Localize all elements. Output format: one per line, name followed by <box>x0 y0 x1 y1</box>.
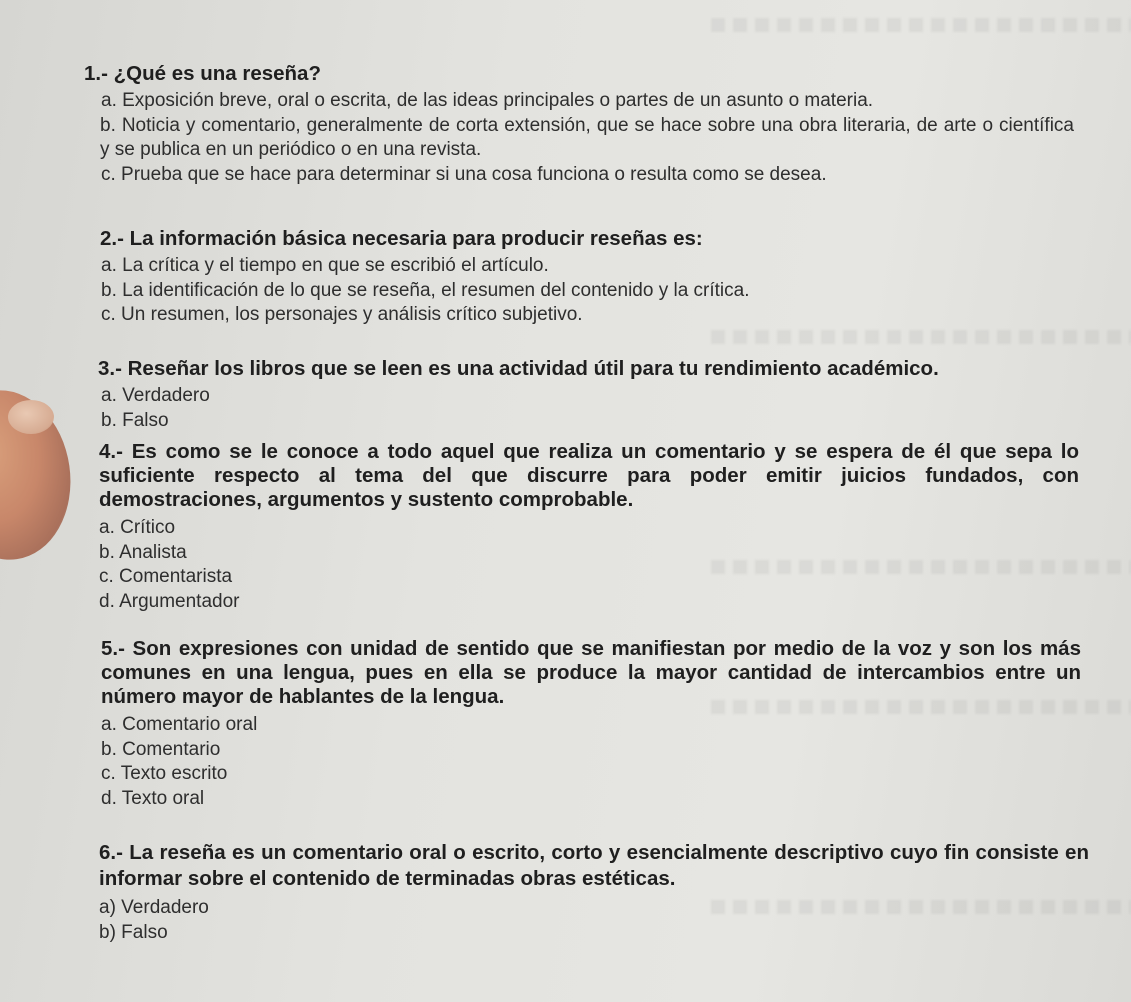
question-3-option-a[interactable]: a. Verdadero <box>101 385 210 406</box>
question-6-option-a[interactable]: a) Verdadero <box>99 897 209 918</box>
question-5-title: 5.- Son expresiones con unidad de sentido que se manifiestan por medio de la voz y son los más comunes en una lengua, pues en ella se produce la mayor cantidad de intercambios entre un número mayor de hablantes de la lengua. <box>101 637 1081 708</box>
question-2-title: 2.- La información básica necesaria para producir reseñas es: <box>100 227 703 250</box>
question-4-option-a[interactable]: a. Crítico <box>99 517 176 538</box>
question-4-option-d[interactable]: d. Argumentador <box>99 590 240 612</box>
question-4-option-c[interactable]: c. Comentarista <box>99 566 233 587</box>
question-5 <box>101 637 1081 811</box>
question-1-option-c[interactable]: c. Prueba que se hace para determinar si una cosa funciona o resulta como se desea. <box>101 163 827 185</box>
question-2-option-c[interactable]: c. Un resumen, los personajes y análisis crítico subjetivo. <box>101 304 583 325</box>
question-5-option-a[interactable]: a. Comentario oral <box>101 714 258 735</box>
question-5-option-c[interactable]: c. Texto escrito <box>101 763 228 784</box>
question-6-option-b[interactable]: b) Falso <box>99 921 168 943</box>
question-3-title: 3.- Reseñar los libros que se leen es una actividad útil para tu rendimiento académico. <box>98 357 939 380</box>
question-2-option-b[interactable]: b. La identificación de lo que se reseña, el resumen del contenido y la crítica. <box>101 279 750 301</box>
question-6-title: 6.- La reseña es un comentario oral o escrito, corto y esencialmente descriptivo cuyo fin consiste en informar sobre el contenido de terminadas obras estéticas. <box>99 841 1089 890</box>
question-4-option-b[interactable]: b. Analista <box>99 541 187 563</box>
question-1-option-b[interactable] <box>83 114 1094 163</box>
question-4-title: 4.- Es como se le conoce a todo aquel que realiza un comentario y se espera de él que sepa lo suficiente respecto al tema del que discurre para poder emitir juicios fundados, con demostraciones, argumentos y sustento comprobable. <box>99 440 1079 511</box>
question-5-option-b[interactable]: b. Comentario <box>101 738 221 760</box>
question-6 <box>99 840 1089 945</box>
question-2-option-a[interactable]: a. La crítica y el tiempo en que se escribió el artículo. <box>101 255 549 276</box>
show-through-text <box>711 18 1131 32</box>
question-1 <box>84 62 1094 187</box>
question-3 <box>84 357 1094 433</box>
question-1-option-b-text: b. Noticia y comentario, generalmente de corta extensión, que se hace sobre una obra literaria, de arte o científica y se publica en un periódico o en una revista. <box>100 114 1074 160</box>
show-through-text <box>711 330 1131 344</box>
question-1-title: 1.- ¿Qué es una reseña? <box>84 62 321 85</box>
question-3-option-b[interactable]: b. Falso <box>101 409 169 431</box>
question-5-option-d[interactable]: d. Texto oral <box>101 787 205 809</box>
question-2 <box>84 227 1094 328</box>
question-1-option-a[interactable]: a. Exposición breve, oral o escrita, de las ideas principales o partes de un asunto o materia. <box>101 90 874 111</box>
question-4 <box>99 440 1079 614</box>
fingernail <box>8 400 54 434</box>
